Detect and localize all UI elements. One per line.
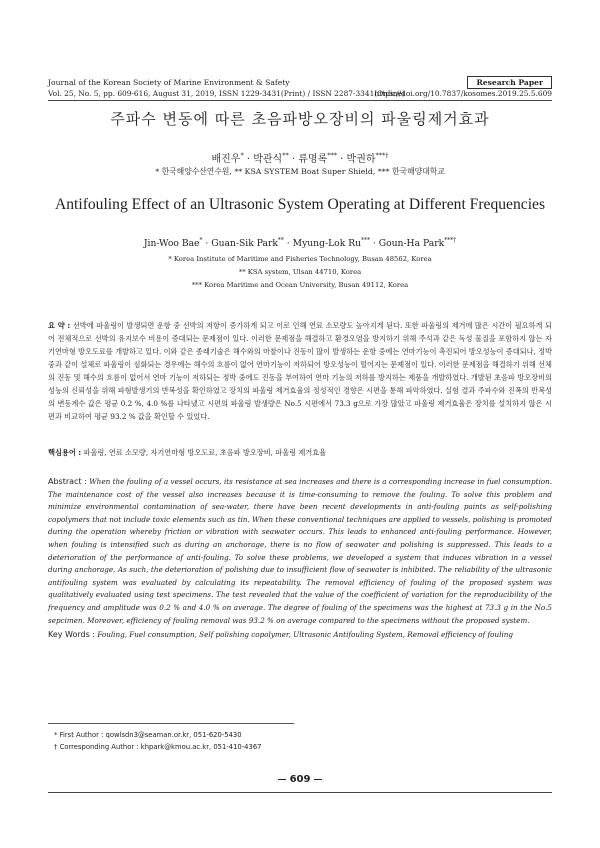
- author-mark: *: [199, 237, 203, 244]
- english-keywords-text: Fouling, Fuel consumption, Self polishing copolymer, Ultrasonic Antifouling System, Removal efficiency of fouling: [97, 630, 513, 639]
- english-affiliation-1: * Korea Institute of Maritime and Fisheries Technology, Busan 48562, Korea: [168, 255, 432, 263]
- author-mark: **: [277, 237, 284, 244]
- author-name: 배진우: [211, 154, 241, 165]
- english-title: Antifouling Effect of an Ultrasonic System Operating at Different Frequencies: [54, 196, 546, 213]
- author-name: Jin-Woo Bae: [143, 238, 200, 250]
- author-separator: ·: [369, 238, 379, 250]
- english-keywords-label: Key Words :: [48, 630, 96, 639]
- korean-abstract-label: 요 약 :: [48, 321, 71, 330]
- footnote-first-author: [54, 731, 242, 739]
- footnote-mark: *: [54, 731, 58, 739]
- korean-abstract-text: 선박에 파울링이 발생되면 운항 중 선박의 저항이 증가하게 되고 이로 인해 연료 소모량도 높아지게 된다. 또한 파울링의 제거에 많은 시간이 필요하게 되어 전체적으로 선박의 유지보수 비용이 증대되는 문제점이 있다. 이러한 문제점을 해결하고 환경오염을 방지하기 위해 주석과 같은 독성 물질을 포함하지 않는 자기연마형 방오도료를 개발하고 있다. 이와 같은 종래기술은 해수와의 마찰이나 진동이 많이 발생하는 운항 중에는 연마기능이 촉진되어 방오성능이 증대되나, 정박 중과 같이 설체로 파울링이 심화되는 경우에는 해수의 흐름이 없어 연마기능이 저하되어 방오성능이 떨어지는 문제점이 있다. 이러한 문제점을 해결하기 위해 선체의 진동 및 해수의 흐름이 없어서 연마 기능이 저하되는 정박 중에도 진동을 부여하여 연마 기능의 저하를 방지하는 제품을 개발하였다. 개발된 초음파 방오장비의 성능의 신뢰성을 위해 파형발생기의 반복성을 확인하였고 장치의 파울링 제거효율의 정성적인 경향은 시편을 통해 파악하였다. 실험 결과 주파수와 진폭의 반복성의 변동계수 값은 평균 0.2 %, 4.0 %를 나타냈고 시편의 파울링 발생량은 No.5 시편에서 73.3 g으로 가장 많았고 파울링 제거효율은 장치를 설치하지 않은 시편과 비교하여 평균 93.2 % 값을 확인할 수 있었다.: [48, 321, 552, 421]
- author-name: Myung-Lok Ru: [292, 238, 362, 250]
- author-mark: **: [282, 151, 289, 160]
- page-dash-left: [278, 779, 286, 780]
- korean-affiliations: * 한국해양수산연수원, ** KSA SYSTEM Boat Super Shield, *** 한국해양대학교: [155, 167, 445, 176]
- author-separator: ·: [243, 154, 254, 165]
- footnote-text: Corresponding Author : khpark@kmou.ac.kr, 051-410-4367: [59, 743, 262, 751]
- author-name: 박관식: [253, 154, 283, 165]
- page-number-value: 609: [289, 774, 311, 785]
- korean-abstract: [48, 319, 552, 423]
- author-name: 박권하: [346, 154, 376, 165]
- english-affiliation-2: ** KSA system, Ulsan 44710, Korea: [238, 268, 362, 276]
- header-divider: [48, 100, 552, 101]
- article-type-badge: Research Paper: [467, 76, 552, 89]
- english-affiliation-3: *** Korea Maritime and Ocean University, Busan 49112, Korea: [191, 281, 409, 289]
- volume-info: Vol. 25, No. 5, pp. 609-616, August 31, 2019, ISSN 1229-3431(Print) / ISSN 2287-3341(Online): [48, 89, 405, 98]
- doi-link[interactable]: https://doi.org/10.7837/kosomes.2019.25.5.609: [374, 89, 552, 98]
- author-separator: ·: [202, 238, 212, 250]
- author-mark: ***†: [444, 237, 457, 244]
- author-mark: ***: [361, 237, 370, 244]
- author-separator: ·: [288, 154, 299, 165]
- author-name: Goun-Ha Park: [378, 238, 445, 250]
- korean-authors: [0, 150, 600, 165]
- author-name: 류명록: [298, 154, 328, 165]
- journal-name: Journal of the Korean Society of Marine Environment & Safety: [48, 78, 290, 87]
- korean-keywords: [48, 446, 552, 459]
- korean-keywords-text: 파울링, 연료 소모량, 자기연마형 방오도료, 초음파 방오장비, 파울링 제거효율: [83, 448, 327, 457]
- english-keywords: [48, 630, 552, 639]
- page-dash-right: [314, 779, 322, 780]
- korean-title: 주파수 변동에 따른 초음파방오장비의 파울링제거효과: [110, 110, 490, 128]
- author-separator: ·: [337, 154, 347, 165]
- author-mark: ***: [327, 151, 337, 160]
- footnote-divider: [48, 723, 294, 724]
- author-mark: ***†: [375, 151, 389, 160]
- footer-divider: [48, 792, 552, 793]
- author-name: Guan-Sik Park: [211, 238, 278, 250]
- korean-keywords-label: 핵심용어 :: [48, 448, 82, 457]
- footnote-corresponding-author: [54, 743, 261, 751]
- author-mark: *: [240, 151, 244, 160]
- footnote-mark: †: [54, 743, 58, 751]
- english-abstract-label: Abstract :: [48, 477, 87, 486]
- author-separator: ·: [283, 238, 293, 250]
- english-authors: [0, 237, 600, 249]
- english-abstract-text: When the fouling of a vessel occurs, its resistance at sea increases and there is a corresponding increase in fuel consumption. The maintenance cost of the vessel also increases because it is time-consuming to remove the fouling. To solve this problem and minimize environmental contamination of sea-water, there have been recent developments in anti-fouling paints as self-polishing copolymers that not include toxic elements such as tin. When these conventional techniques are applied to vessels, polishing is promoted during the operation whereby friction or vibration with seawater occurs. This leads to enhanced anti-fouling performance. However, when fouling is intensified such as during an anchorage, there is no flow of seawater and polishing is suppressed. This leads to a deterioration of the performance of anti-fouling. To solve these problems, we developed a system that induces vibration in a vessel during anchorage. As such, the deterioration of polishing due to insufficient flow of seawater is inhibited. The reliability of the ultrasonic antifouling system was evaluated by calculating its repeatability. The removal efficiency of fouling of the proposed system was qualitatively evaluated using test specimens. The test revealed that the value of the coefficient of variation for the reproducibility of the frequency and amplitude was 0.2 % and 4.0 % on average. The degree of fouling of the specimens was the highest at 73.3 g in the No.5 sepcimen. Moreover, efficiency of fouling removal was 93.2 % on average compared to the specimens without the proposed system.: [48, 477, 552, 625]
- footnote-text: First Author : qowlsdn3@seaman.or.kr, 051-620-5430: [59, 731, 242, 739]
- page-number: [0, 774, 600, 785]
- english-abstract: [48, 476, 552, 627]
